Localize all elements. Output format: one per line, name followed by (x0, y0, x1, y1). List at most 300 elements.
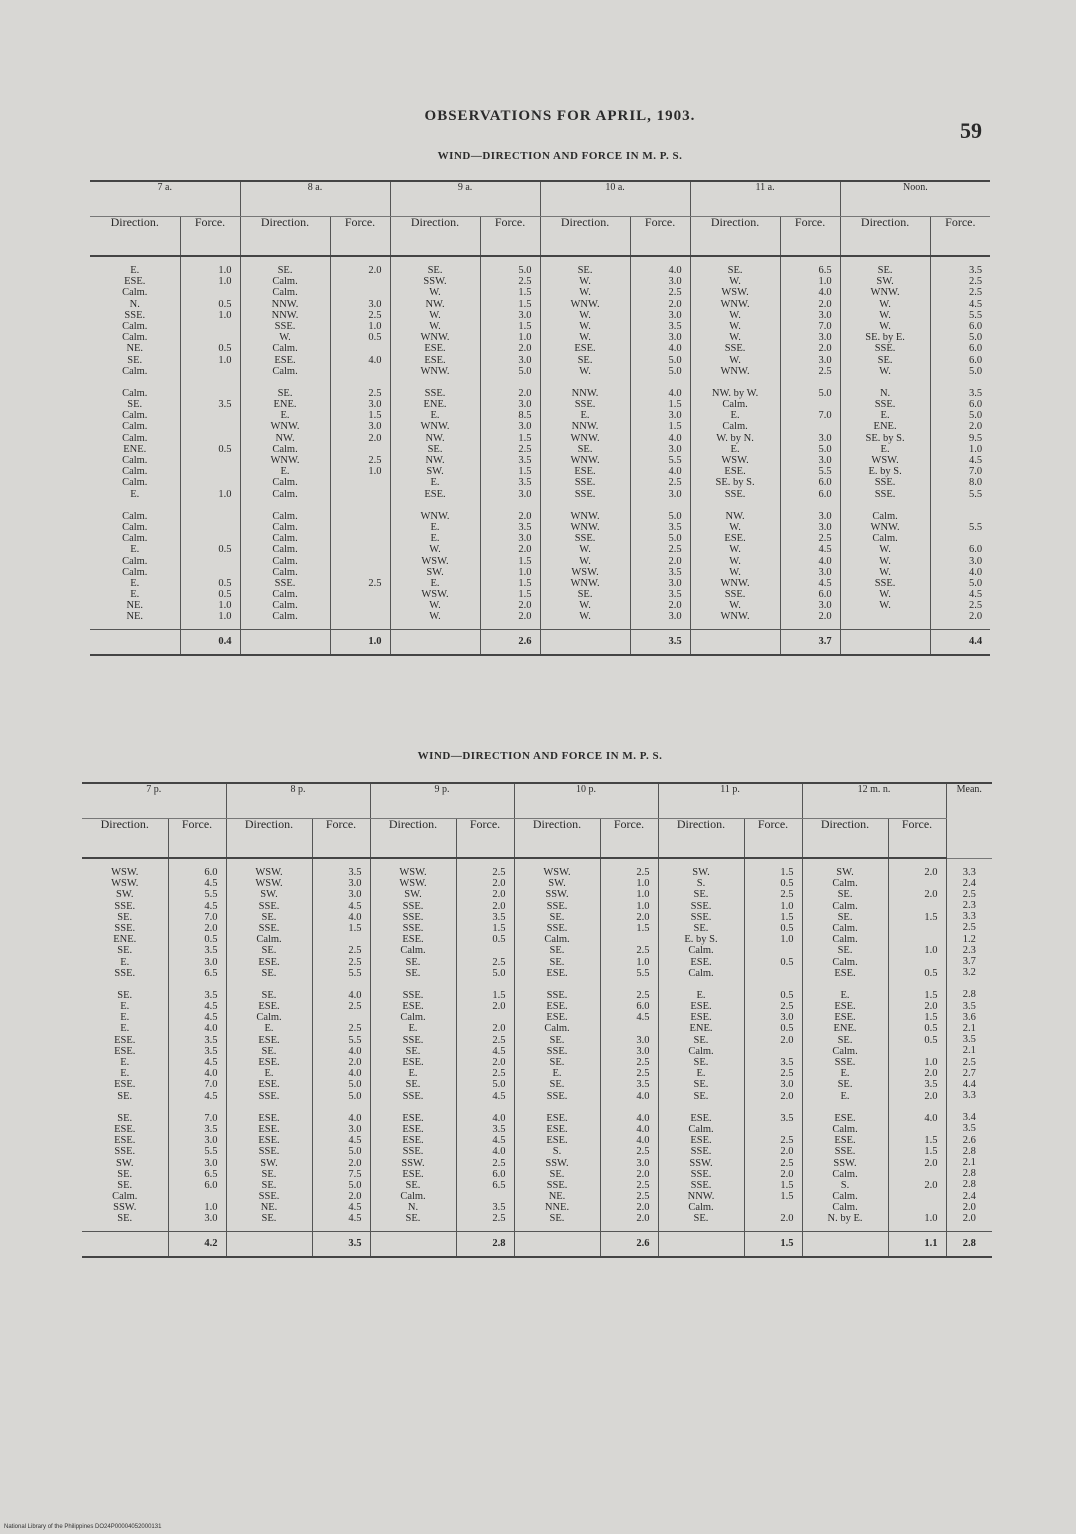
force-value: 4.0 (348, 1068, 362, 1080)
force-value: 5.0 (668, 533, 682, 545)
force-header: Force. (780, 217, 840, 257)
direction-value: Calm. (272, 566, 298, 578)
group-gap (515, 979, 600, 990)
force-value: 0.5 (780, 989, 794, 1001)
direction-value: Calm. (272, 510, 298, 522)
force-value: 4.0 (204, 1068, 218, 1080)
direction-value: ENE. (689, 1023, 713, 1035)
direction-value: SE. (693, 1090, 709, 1102)
direction-value: SSE. (258, 922, 280, 934)
force-column (888, 858, 946, 1231)
direction-value: SE. (549, 956, 565, 968)
force-value: 1.5 (518, 466, 532, 478)
direction-value: W. (579, 600, 591, 612)
daily-mean-value: 3.2 (962, 967, 976, 979)
daily-mean-value: 2.8 (962, 1179, 976, 1191)
force-value: 2.5 (492, 867, 506, 878)
direction-value: SE. (261, 1168, 277, 1180)
direction-value: SE. (837, 945, 853, 957)
force-value: 3.5 (968, 265, 983, 276)
group-gap (391, 377, 480, 388)
direction-value: ESE. (114, 1079, 136, 1091)
force-value: 2.5 (492, 1068, 506, 1080)
direction-value: ESE. (402, 1168, 424, 1180)
force-value: 4.5 (818, 544, 832, 556)
force-value: 3.0 (636, 1034, 650, 1046)
direction-value: SE. (117, 1112, 133, 1124)
direction-value: E. (130, 577, 140, 589)
direction-value: SE. (277, 387, 293, 399)
direction-value: SE. (837, 1079, 853, 1091)
direction-value: SE. (261, 945, 277, 957)
direction-value: ESE. (424, 354, 446, 366)
force-value: 4.0 (668, 432, 682, 444)
direction-value: Calm. (122, 566, 148, 578)
daily-mean-value: 2.1 (962, 1022, 976, 1034)
hour-mean: 0.4 (180, 629, 240, 655)
direction-value: SE. (577, 354, 593, 366)
group-gap (803, 1102, 888, 1113)
direction-value: WNW. (570, 510, 600, 522)
direction-value: SE. (127, 399, 143, 411)
direction-header: Direction. (840, 217, 930, 257)
force-value: 2.5 (668, 287, 682, 299)
force-value: 3.0 (668, 488, 682, 500)
direction-value: E. (408, 1068, 418, 1080)
direction-value: SE. (837, 1034, 853, 1046)
force-value (331, 533, 382, 544)
force-value: 1.0 (636, 900, 650, 912)
direction-value: ESE. (114, 1123, 136, 1135)
force-value: 5.0 (668, 365, 682, 377)
force-value (181, 522, 232, 533)
group-gap (691, 500, 780, 511)
direction-value: SW. (836, 867, 854, 878)
force-value: 0.5 (492, 934, 506, 946)
hour-header: 8 a. (240, 181, 390, 217)
force-column (330, 256, 390, 629)
force-value: 0.5 (780, 922, 794, 934)
force-value: 6.0 (204, 867, 218, 878)
direction-value: ESE. (690, 1135, 712, 1147)
direction-value: SSE. (274, 320, 296, 332)
direction-value: SSE. (690, 911, 712, 923)
force-value (181, 455, 232, 466)
direction-value: ESE. (690, 1112, 712, 1124)
direction-value: W. (429, 544, 441, 556)
direction-value: WSW. (399, 878, 427, 890)
force-value: 5.0 (518, 265, 532, 276)
force-value: 3.0 (518, 399, 532, 411)
force-value (169, 1191, 218, 1202)
force-value: 2.0 (924, 1068, 938, 1080)
force-value (331, 522, 382, 533)
direction-value: ESE. (114, 1045, 136, 1057)
force-value: 5.0 (348, 1079, 362, 1091)
force-value (181, 332, 232, 343)
direction-value: E. (696, 1068, 706, 1080)
direction-value: E. (120, 956, 130, 968)
mean-header: Mean. (946, 783, 992, 858)
direction-value: W. (879, 555, 891, 567)
force-value: 4.0 (636, 1112, 650, 1124)
direction-value: SSE. (834, 1057, 856, 1068)
group-gap (457, 979, 506, 990)
force-header: Force. (456, 819, 514, 859)
direction-value: SE. (261, 911, 277, 923)
direction-value: ESE. (274, 354, 296, 366)
direction-value: E. (730, 443, 740, 455)
force-value: 1.0 (636, 878, 650, 890)
direction-value: NW. (275, 432, 295, 444)
force-value: 2.5 (636, 867, 650, 878)
force-value: 2.0 (636, 1202, 650, 1214)
group-gap (313, 979, 362, 990)
direction-value: E. (120, 1023, 130, 1035)
direction-column (514, 858, 600, 1231)
hour-header: 9 a. (390, 181, 540, 217)
direction-value: E. (430, 410, 440, 422)
force-value (931, 511, 983, 522)
force-column (930, 256, 990, 629)
force-value: 3.0 (818, 566, 832, 578)
group-gap (781, 500, 832, 511)
daily-mean-value: 2.5 (962, 922, 976, 934)
hour-mean: 2.6 (600, 1231, 658, 1257)
data-row (90, 256, 990, 629)
group-gap (181, 500, 232, 511)
force-value: 8.5 (518, 410, 532, 422)
direction-value: E. (840, 1090, 850, 1102)
force-value: 5.0 (492, 967, 506, 979)
direction-value: S. (840, 1179, 850, 1191)
direction-value: ESE. (834, 1001, 856, 1013)
direction-value: SSE. (114, 900, 136, 912)
daily-mean-value: 2.0 (962, 1212, 976, 1224)
direction-value: WNW. (570, 298, 600, 310)
direction-value: Calm. (272, 544, 298, 556)
force-value: 2.0 (492, 1057, 506, 1068)
force-value: 1.0 (368, 320, 382, 332)
direction-value: ESE. (574, 466, 596, 478)
direction-value: Calm. (722, 399, 748, 411)
group-gap (931, 500, 983, 511)
direction-value: SE. (427, 265, 443, 276)
direction-value: Calm. (256, 934, 282, 946)
force-value: 1.0 (218, 488, 232, 500)
direction-mean-blank (840, 629, 930, 655)
direction-value: Calm. (832, 934, 858, 946)
direction-value: E. (840, 989, 850, 1001)
group-gap (803, 979, 888, 990)
direction-value: SSE. (690, 1168, 712, 1180)
direction-value: WNW. (870, 287, 900, 299)
force-value: 2.0 (668, 600, 682, 612)
force-value: 5.5 (668, 455, 682, 466)
direction-value: E. (264, 1068, 274, 1080)
daily-mean-value: 2.7 (962, 1067, 976, 1079)
direction-value: SSW. (689, 1157, 713, 1169)
direction-value: Calm. (400, 945, 426, 957)
force-value: 3.0 (968, 555, 983, 567)
force-value: 2.5 (818, 365, 832, 377)
direction-value: SE. (427, 443, 443, 455)
direction-value: N. (879, 387, 891, 399)
direction-mean-blank (540, 629, 630, 655)
direction-column (240, 256, 330, 629)
direction-value: W. (729, 309, 741, 321)
hour-header: 12 m. n. (802, 783, 946, 819)
force-value: 2.5 (636, 945, 650, 957)
force-value (781, 399, 832, 410)
force-value: 1.0 (780, 900, 794, 912)
direction-column (82, 858, 168, 1231)
direction-value: SSE. (546, 1179, 568, 1191)
force-value: 1.0 (204, 1202, 218, 1214)
direction-value: WNW. (420, 421, 450, 433)
force-value (313, 1012, 362, 1023)
force-value (331, 343, 382, 354)
direction-value: SE. by E. (865, 332, 905, 344)
direction-value: NNW. (571, 387, 599, 399)
force-value: 2.0 (348, 1057, 362, 1068)
direction-value: Calm. (122, 287, 148, 299)
direction-mean-blank (658, 1231, 744, 1257)
direction-value: E. by S. (684, 934, 718, 946)
direction-value: ESE. (258, 956, 280, 968)
force-value (889, 934, 938, 945)
hour-mean: 1.5 (744, 1231, 802, 1257)
direction-value: SSW. (545, 889, 569, 901)
force-value (331, 600, 382, 611)
group-gap (82, 979, 168, 990)
force-value: 1.5 (492, 989, 506, 1001)
direction-value: WNW. (420, 365, 450, 377)
force-value: 2.5 (368, 387, 382, 399)
force-value (181, 388, 232, 399)
group-gap (391, 500, 480, 511)
force-value: 5.5 (204, 1146, 218, 1158)
direction-value: ESE. (690, 1001, 712, 1013)
direction-mean-blank (90, 629, 180, 655)
direction-value: ESE. (402, 934, 424, 946)
force-value: 1.5 (518, 577, 532, 589)
direction-value: E. (264, 1023, 274, 1035)
force-value: 2.0 (968, 611, 983, 623)
direction-column (370, 858, 456, 1231)
force-value: 2.5 (780, 889, 794, 901)
direction-value: ESE. (424, 343, 446, 355)
direction-value: Calm. (272, 276, 298, 288)
force-value: 2.5 (636, 1191, 650, 1203)
direction-value: SSW. (423, 276, 447, 288)
direction-value: W. (429, 309, 441, 321)
direction-value: SSE. (546, 900, 568, 912)
force-value: 1.0 (368, 466, 382, 478)
direction-value: W. (579, 287, 591, 299)
direction-value: E. (408, 1023, 418, 1035)
force-value (889, 1046, 938, 1057)
force-value: 0.5 (218, 298, 232, 310)
direction-value: SE. (277, 265, 293, 276)
force-value: 1.5 (924, 989, 938, 1001)
direction-value: SE. (117, 989, 133, 1001)
direction-value: ENE. (273, 399, 297, 411)
force-value: 1.0 (218, 600, 232, 612)
hour-header: 10 a. (540, 181, 690, 217)
force-value: 3.5 (518, 455, 532, 466)
direction-value: ENE. (873, 421, 897, 433)
direction-value: Calm. (256, 1012, 282, 1024)
force-value: 4.5 (818, 577, 832, 589)
force-value (331, 276, 382, 287)
force-value: 3.0 (636, 1157, 650, 1169)
direction-value: Calm. (122, 332, 148, 344)
force-value: 4.5 (492, 1090, 506, 1102)
direction-value: Calm. (272, 555, 298, 567)
direction-value: SSE. (574, 477, 596, 489)
direction-value: ESE. (724, 466, 746, 478)
group-gap (331, 377, 382, 388)
am-table-caption: WIND—DIRECTION AND FORCE IN M. P. S. (437, 150, 683, 162)
force-value: 5.5 (818, 466, 832, 478)
force-value: 0.5 (780, 878, 794, 890)
direction-value: Calm. (122, 510, 148, 522)
direction-value: Calm. (272, 365, 298, 377)
direction-value: Calm. (272, 611, 298, 623)
force-value: 3.5 (668, 589, 682, 601)
force-header: Force. (168, 819, 226, 859)
force-value: 6.0 (968, 544, 983, 556)
force-value: 1.5 (636, 922, 650, 934)
force-value (781, 421, 832, 432)
daily-mean-value: 2.8 (962, 989, 976, 1001)
force-value: 4.5 (636, 1012, 650, 1024)
direction-value: SE. (117, 911, 133, 923)
force-value: 2.0 (492, 878, 506, 890)
direction-value: SSE. (690, 900, 712, 912)
force-value: 3.0 (668, 309, 682, 321)
direction-value: Calm. (122, 410, 148, 422)
direction-value: SE. (577, 443, 593, 455)
direction-value: ESE. (546, 1112, 568, 1124)
force-value: 3.0 (668, 611, 682, 623)
force-value: 2.0 (780, 1090, 794, 1102)
direction-value: WNW. (870, 521, 900, 533)
force-value: 2.0 (348, 1191, 362, 1203)
mean-row (90, 629, 990, 655)
force-value: 3.5 (924, 1079, 938, 1091)
direction-value: WNW. (720, 365, 750, 377)
direction-value: SSE. (874, 477, 896, 489)
force-value: 3.0 (368, 421, 382, 433)
group-gap (889, 1102, 938, 1113)
direction-value: SW. (260, 1157, 278, 1169)
force-value: 7.0 (204, 1112, 218, 1124)
direction-value: E. (880, 443, 890, 455)
force-value: 2.5 (348, 1001, 362, 1013)
direction-value: SE. (549, 945, 565, 957)
group-gap (931, 377, 983, 388)
direction-value: E. (130, 488, 140, 500)
force-column (744, 858, 802, 1231)
direction-value: SE. (693, 922, 709, 934)
force-value: 2.0 (492, 889, 506, 901)
force-value: 4.5 (968, 298, 983, 310)
group-gap (481, 500, 532, 511)
page-title: OBSERVATIONS FOR APRIL, 1903. (424, 108, 696, 124)
force-value: 2.0 (518, 611, 532, 623)
pm-wind-table (82, 782, 992, 1258)
force-value: 1.0 (518, 566, 532, 578)
direction-value: SSE. (874, 488, 896, 500)
hour-header: 11 p. (658, 783, 802, 819)
direction-value: Calm. (400, 1191, 426, 1203)
am-wind-table (90, 180, 990, 656)
direction-value: Calm. (272, 443, 298, 455)
direction-value: W. (579, 555, 591, 567)
group-gap (371, 1102, 456, 1113)
force-value: 3.0 (818, 309, 832, 321)
force-value (181, 466, 232, 477)
force-value: 5.0 (348, 1146, 362, 1158)
force-value: 2.0 (818, 611, 832, 623)
direction-value: W. (879, 309, 891, 321)
force-value: 1.5 (368, 410, 382, 422)
direction-value: WNW. (270, 421, 300, 433)
force-column (480, 256, 540, 629)
force-value: 2.0 (780, 1213, 794, 1225)
force-value: 3.0 (636, 1045, 650, 1057)
direction-value: SE. (549, 1168, 565, 1180)
force-column (168, 858, 226, 1231)
direction-column (658, 858, 744, 1231)
direction-value: Calm. (832, 1168, 858, 1180)
force-value: 3.5 (518, 521, 532, 533)
direction-value: ESE. (834, 1012, 856, 1024)
force-value: 2.0 (780, 1146, 794, 1158)
force-value: 3.0 (368, 298, 382, 310)
force-value: 2.5 (968, 276, 983, 288)
direction-mean-blank (82, 1231, 168, 1257)
direction-value: ESE. (834, 1112, 856, 1124)
direction-value: E. (552, 1068, 562, 1080)
force-value: 2.0 (780, 1168, 794, 1180)
direction-value: Calm. (832, 1202, 858, 1214)
direction-value: ENE. (423, 399, 447, 411)
direction-value: SSE. (258, 900, 280, 912)
direction-value: E. (130, 544, 140, 556)
force-value: 2.5 (492, 956, 506, 968)
force-value: 1.0 (818, 276, 832, 288)
force-value: 3.0 (818, 455, 832, 466)
direction-value: SSW. (545, 1157, 569, 1169)
force-column (630, 256, 690, 629)
force-value: 2.0 (348, 1157, 362, 1169)
force-value: 6.0 (968, 343, 983, 355)
direction-value: W. (729, 566, 741, 578)
force-value: 3.0 (204, 1135, 218, 1147)
direction-value: Calm. (688, 945, 714, 957)
force-value: 3.5 (968, 387, 983, 399)
group-gap (541, 500, 630, 511)
force-value (331, 589, 382, 600)
direction-value: SSE. (546, 1045, 568, 1057)
force-value: 6.0 (968, 320, 983, 332)
direction-header: Direction. (802, 819, 888, 859)
force-value: 5.5 (636, 967, 650, 979)
force-value: 2.0 (968, 421, 983, 433)
